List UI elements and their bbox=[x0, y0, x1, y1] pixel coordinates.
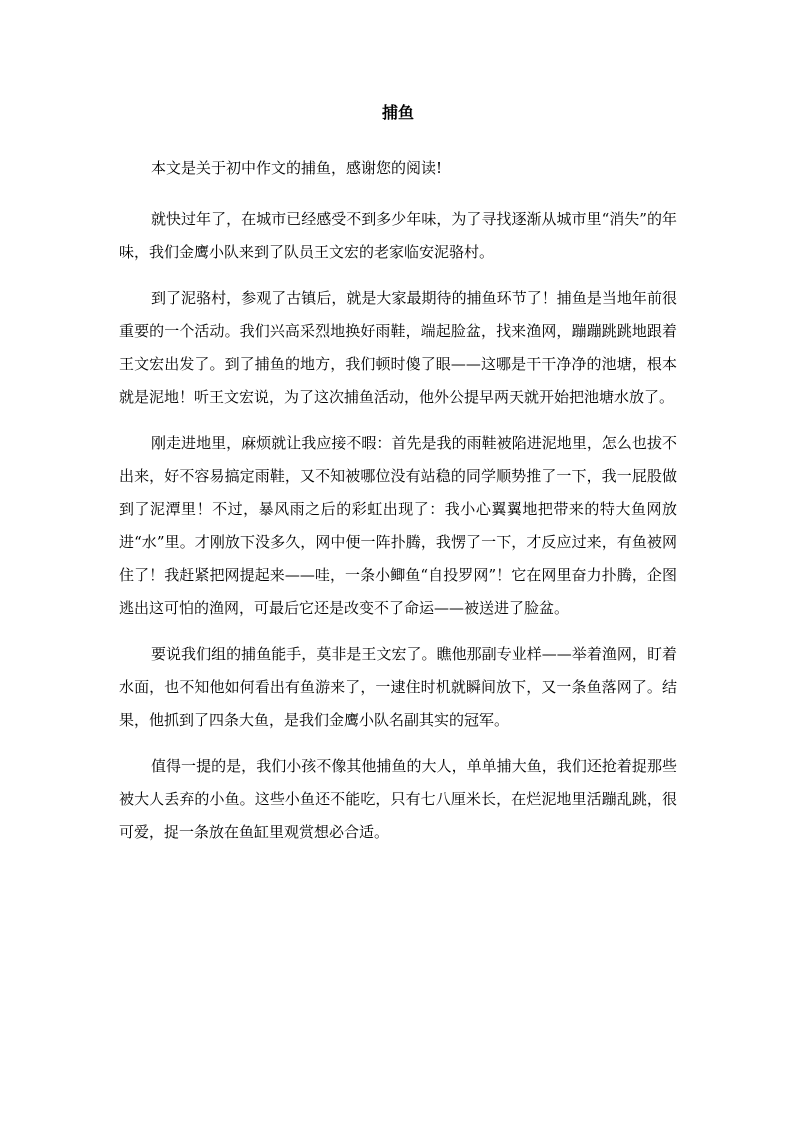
intro-paragraph: 本文是关于初中作文的捕鱼，感谢您的阅读! bbox=[151, 159, 443, 177]
body-paragraph-5: 值得一提的是，我们小孩不像其他捕鱼的大人，单单捕大鱼，我们还抢着捉那些被大人丢弃的小鱼。这些小鱼还不能吃，只有七八厘米长，在烂泥地里活蹦乱跳，很可爱，捉一条放在鱼缸里观赏想必合适。 bbox=[119, 757, 677, 841]
document-title: 捕鱼 bbox=[381, 103, 414, 122]
body-paragraph-4: 要说我们组的捕鱼能手，莫非是王文宏了。瞧他那副专业样——举着渔网，盯着水面，也不知他如何看出有鱼游来了，一逮住时机就瞬间放下，又一条鱼落网了。结果，他抓到了四条大鱼，是我们金鹰小队名副其实的冠军。 bbox=[119, 645, 677, 729]
body-paragraph-2: 到了泥骆村，参观了古镇后，就是大家最期待的捕鱼环节了！捕鱼是当地年前很重要的一个活动。我们兴高采烈地换好雨鞋，端起脸盆，找来渔网，蹦蹦跳跳地跟着王文宏出发了。到了捕鱼的地方，我们顿时傻了眼——这哪是干干净净的池塘，根本就是泥地！听王文宏说，为了这次捕鱼活动，他外公提早两天就开始把池塘水放了。 bbox=[119, 289, 677, 406]
body-paragraph-3: 刚走进地里，麻烦就让我应接不暇：首先是我的雨鞋被陷进泥地里，怎么也拔不出来，好不容易搞定雨鞋，又不知被哪位没有站稳的同学顺势推了一下，我一屁股做到了泥潭里！不过，暴风雨之后的彩虹出现了：我小心翼翼地把带来的特大鱼网放进“水”里。才刚放下没多久，网中便一阵扑腾，我愣了一下，才反应过来，有鱼被网住了！我赶紧把网提起来——哇，一条小鲫鱼“自投罗网”！它在网里奋力扑腾，企图逃出这可怕的渔网，可最后它还是改变不了命运——被送进了脸盆。 bbox=[119, 434, 677, 617]
body-paragraph-1: 就快过年了，在城市已经感受不到多少年味，为了寻找逐渐从城市里“消失”的年味，我们金鹰小队来到了队员王文宏的老家临安泥骆村。 bbox=[119, 210, 677, 261]
document-page bbox=[119, 96, 677, 862]
